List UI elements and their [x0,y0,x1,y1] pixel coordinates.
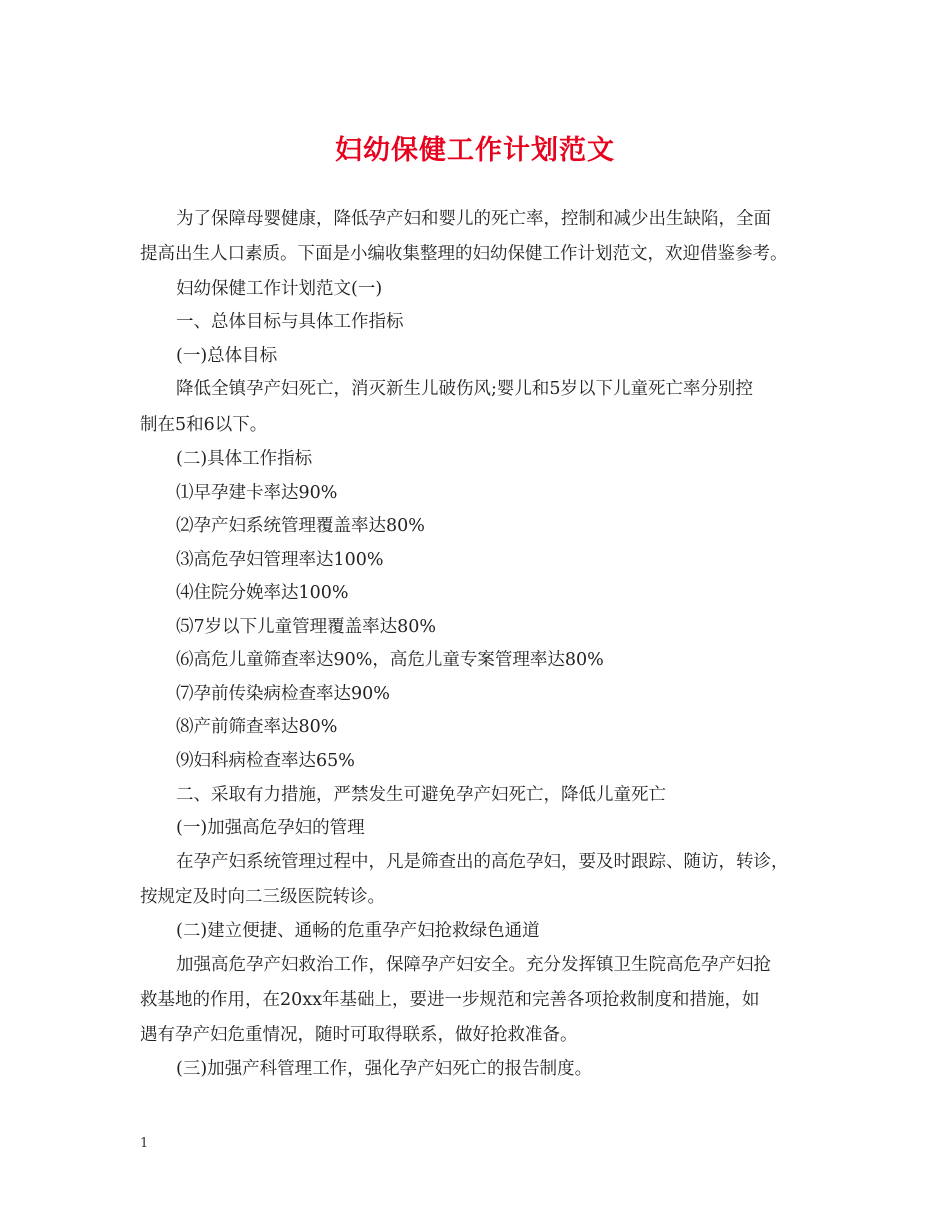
text-line: ⑷住院分娩率达100% [176,583,349,603]
text-line: 按规定及时向二三级医院转诊。 [140,887,385,907]
text-line: 遇有孕产妇危重情况，随时可取得联系，做好抢救准备。 [140,1025,578,1045]
text-line: ⑺孕前传染病检查率达90% [176,684,390,704]
text-line: ⑼妇科病检查率达65% [176,751,355,771]
text-line: 妇幼保健工作计划范文(一) [176,279,383,299]
text-line: ⑻产前筛查率达80% [176,717,338,737]
page-number: 1 [140,1136,149,1151]
text-line: (二)具体工作指标 [176,449,313,469]
text-line: (二)建立便捷、通畅的危重孕产妇抢救绿色通道 [176,921,540,941]
text-line: (三)加强产科管理工作，强化孕产妇死亡的报告制度。 [176,1059,593,1079]
text-line: 加强高危孕产妇救治工作，保障孕产妇安全。充分发挥镇卫生院高危孕产妇抢 [176,955,771,975]
text-line: 二、采取有力措施，严禁发生可避免孕产妇死亡，降低儿童死亡 [176,785,666,805]
text-line: (一)加强高危孕妇的管理 [176,818,365,838]
text-line: 提高出生人口素质。下面是小编收集整理的妇幼保健工作计划范文，欢迎借鉴参考。 [140,244,788,264]
text-line: ⑵孕产妇系统管理覆盖率达80% [176,516,425,536]
text-line: (一)总体目标 [176,346,278,366]
text-line: ⑶高危孕妇管理率达100% [176,550,384,570]
text-line: 救基地的作用，在20xx年基础上，要进一步规范和完善各项抢救制度和措施，如 [140,990,760,1010]
text-line: ⑹高危儿童筛查率达90%，高危儿童专案管理率达80% [176,650,604,670]
text-line: 为了保障母婴健康，降低孕产妇和婴儿的死亡率，控制和减少出生缺陷，全面 [176,209,771,229]
document-title: 妇幼保健工作计划范文 [335,135,615,166]
text-line: ⑴早孕建卡率达90% [176,483,338,503]
text-line: 制在5和6以下。 [140,415,268,435]
text-line: 在孕产妇系统管理过程中，凡是筛查出的高危孕妇，要及时跟踪、随访，转诊， [176,852,789,872]
text-line: ⑸7岁以下儿童管理覆盖率达80% [176,617,437,637]
text-line: 降低全镇孕产妇死亡，消灭新生儿破伤风;婴儿和5岁以下儿童死亡率分别控 [176,379,754,399]
text-line: 一、总体目标与具体工作指标 [176,312,404,332]
